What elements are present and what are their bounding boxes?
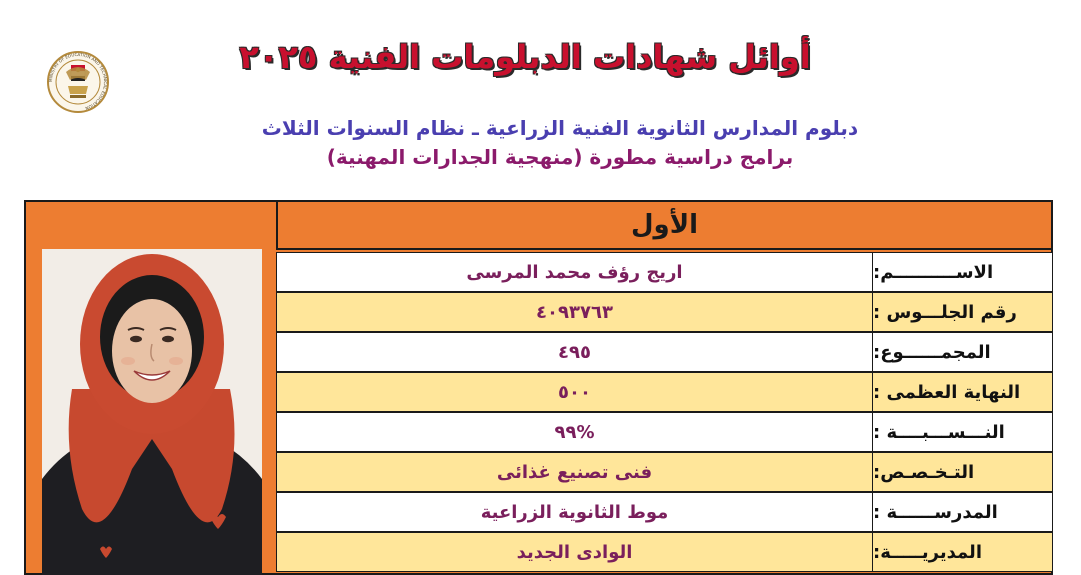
rank-header bbox=[276, 200, 1053, 250]
row-name bbox=[276, 252, 1053, 292]
row-school bbox=[276, 492, 1053, 532]
page-title: أوائل شهادات الدبلومات الفنية ٢٠٢٥ bbox=[239, 38, 811, 76]
directorate-value: الوادى الجديد bbox=[277, 533, 873, 571]
total-label: المجمــــــوع: bbox=[873, 341, 991, 363]
directorate-label: المديريـــــة: bbox=[873, 541, 982, 563]
student-name-value: اريج رؤف محمد المرسى bbox=[277, 253, 873, 291]
diploma-subtitle: دبلوم المدارس الثانوية الفنية الزراعية ـ نظام السنوات الثلاث bbox=[261, 116, 859, 140]
seat-number-label: رقم الجلـــوس : bbox=[873, 301, 1017, 323]
percentage-label: النـــســـبــــة : bbox=[873, 421, 1005, 443]
row-directorate bbox=[276, 532, 1053, 572]
total-value: ٤٩٥ bbox=[277, 333, 873, 371]
row-max-score bbox=[276, 372, 1053, 412]
specialization-label: التـخـصـص: bbox=[873, 461, 975, 483]
seat-number-value: ٤٠٩٣٧٦٣ bbox=[277, 293, 873, 331]
ministry-logo bbox=[26, 50, 130, 114]
student-photo bbox=[42, 249, 262, 575]
student-name-label: الاســــــــــم: bbox=[873, 261, 994, 283]
max-score-value: ٥٠٠ bbox=[277, 373, 873, 411]
program-subtitle: برامج دراسية مطورة (منهجية الجدارات المهنية) bbox=[326, 145, 794, 169]
rank-label: الأول bbox=[631, 210, 698, 240]
logo-ring-text: MINISTRY OF EDUCATION AND TECHNICAL EDUCATION bbox=[47, 51, 109, 111]
row-percentage bbox=[276, 412, 1053, 452]
school-label: المدرســــــة : bbox=[873, 501, 998, 523]
row-seat-number bbox=[276, 292, 1053, 332]
school-value: موط الثانوية الزراعية bbox=[277, 493, 873, 531]
row-total bbox=[276, 332, 1053, 372]
specialization-value: فنى تصنيع غذائى bbox=[277, 453, 873, 491]
percentage-value: %٩٩ bbox=[277, 413, 873, 451]
max-score-label: النهاية العظمى : bbox=[873, 381, 1021, 403]
row-specialization bbox=[276, 452, 1053, 492]
